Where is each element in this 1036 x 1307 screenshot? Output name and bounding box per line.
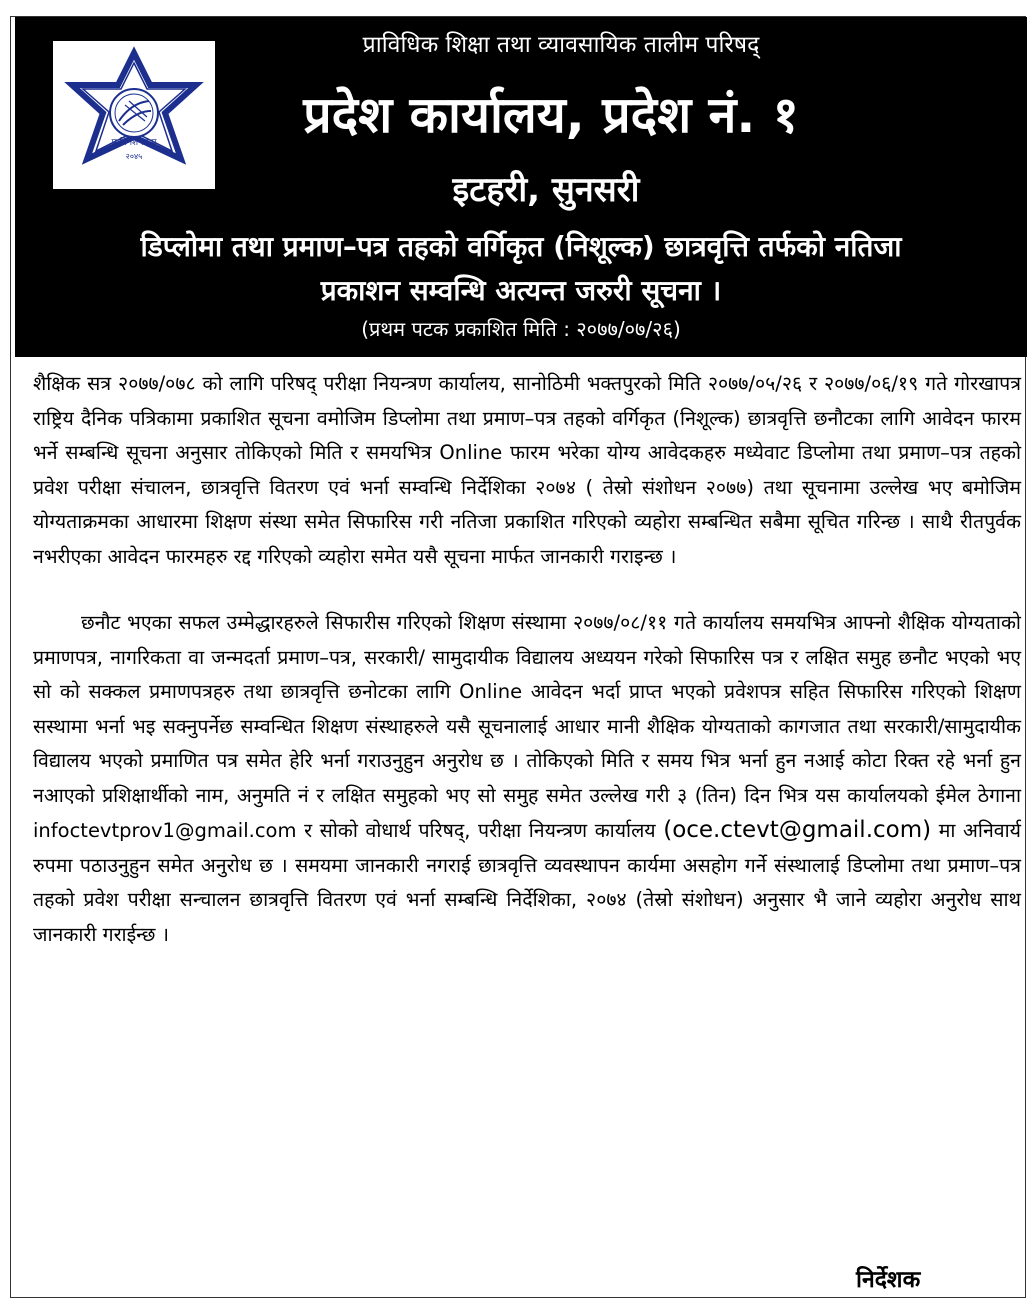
office-email-link[interactable]: infoctevtprov1@gmail.com (33, 819, 297, 842)
notice-paragraph-2 (33, 606, 1021, 952)
signature-designation: निर्देशक (856, 1267, 921, 1293)
notice-title-line1: डिप्लोमा तथा प्रमाण–पत्र तहको वर्गिकृत (निशूल्क) छात्रवृत्ति तर्फको नतिजा (140, 230, 902, 263)
notice-page (10, 16, 1026, 1298)
notice-header (15, 17, 1027, 357)
logo-text: प्र वि शि ता प (111, 138, 157, 148)
oce-email-link[interactable]: (oce.ctevt@gmail.com) (663, 817, 932, 843)
office-location: इटहरी, सुनसरी (452, 170, 640, 210)
notice-body (33, 367, 1021, 952)
first-published-date: (प्रथम पटक प्रकाशित मिति : २०७७/०७/२६) (361, 317, 681, 341)
paragraph-2-part-3: मा अनिवार्य रुपमा पठाउनुहुन समेत अनुरोध छ । समयमा जानकारी नगराई छात्रवृत्ति व्यवस्थापन कार्यमा असहोग गर्ने संस्थालाई डिप्लोमा तथा प्रमाण–पत्र तहको प्रवेश परीक्षा सन्चालन छात्रवृत्ति वितरण एवं भर्ना सम्बन्धि निर्देशिका, २०७४ (तेस्रो संशोधन) अनुसार भै जाने व्यहोरा अनुरोध साथ जानकारी गराईन्छ । (33, 819, 1021, 946)
notice-title-line2: प्रकाशन सम्वन्धि अत्यन्त जरुरी सूचना । (320, 274, 722, 307)
office-name: प्रदेश कार्यालय, प्रदेश नं. १ (303, 86, 799, 144)
logo-year: २०४५ (125, 152, 143, 161)
notice-paragraph-1: शैक्षिक सत्र २०७७/०७८ को लागि परिषद् परीक्षा नियन्त्रण कार्यालय, सानोठिमी भक्तपुरको मिति २०७७/०५/२६ र २०७७/०६/१९ गते गोरखापत्र राष्ट्रिय दैनिक पत्रिकामा प्रकाशित सूचना वमोजिम डिप्लोमा तथा प्रमाण–पत्र तहको वर्गिकृत (निशूल्क) छात्रवृत्ति छनौटका लागि आवेदन फारम भर्ने सम्बन्धि सूचना अनुसार तोकिएको मिति र समयभित्र Online फारम भरेका योग्य आवेदकहरु मध्येवाट डिप्लोमा तथा प्रमाण–पत्र तहको प्रवेश परीक्षा संचालन, छात्रवृत्ति वितरण एवं भर्ना सम्वन्धि निर्देशिका २०७४ ( तेस्रो संशोधन २०७७) तथा सूचनामा उल्लेख भए बमोजिम योग्यताक्रमका आधारमा शिक्षण संस्था समेत सिफारिस गरी नतिजा प्रकाशित गरिएको व्यहोरा सम्बन्धित सबैमा सूचित गरिन्छ । साथै रीतपुर्वक नभरीएका आवेदन फारमहरु रद्द गरिएको व्यहोरा समेत यसै सूचना मार्फत जानकारी गराइन्छ । (33, 372, 1021, 568)
council-name: प्राविधिक शिक्षा तथा व्यावसायिक तालीम परिषद् (362, 32, 760, 58)
paragraph-2-part-2: र सोको वोधार्थ परिषद्, परीक्षा नियन्त्रण कार्यालय (296, 819, 664, 842)
paragraph-2-part-1: छनौट भएका सफल उम्मेद्धारहरुले सिफारीस गरिएको शिक्षण संस्थामा २०७७/०८/११ गते कार्यालय समयभित्र आफ्नो शैक्षिक योग्यताको प्रमाणपत्र, नागरिकता वा जन्मदर्ता प्रमाण–पत्र, सरकारी/ सामुदायीक विद्यालय अध्ययन गरेको सिफारिस पत्र र लक्षित समुह छनौट भएको भए सो को सक्कल प्रमाणपत्रहरु तथा छात्रवृत्ति छनोटका लागि Online आवेदन भर्दा प्राप्त भएको प्रवेशपत्र सहित सिफारिस गरिएको शिक्षण सस्थामा भर्ना भइ सक्नुपर्नेछ सम्वन्धित शिक्षण संस्थाहरुले यसै सूचनालाई आधार मानी शैक्षिक योग्यताको कागजात तथा सरकारी/सामुदायीक विद्यालय भएको प्रमाणित पत्र समेत हेरि भर्ना गराउनुहुन अनुरोध छ । तोकिएको मिति र समय भित्र भर्ना हुन नआई कोटा रिक्त रहे भर्ना हुन नआएको प्रशिक्षार्थीको नाम, अनुमति नं र लक्षित समुहको भए सो समुह समेत उल्लेख गरी ३ (तिन) दिन भित्र यस कार्यालयको ईमेल ठेगाना (33, 611, 1021, 807)
